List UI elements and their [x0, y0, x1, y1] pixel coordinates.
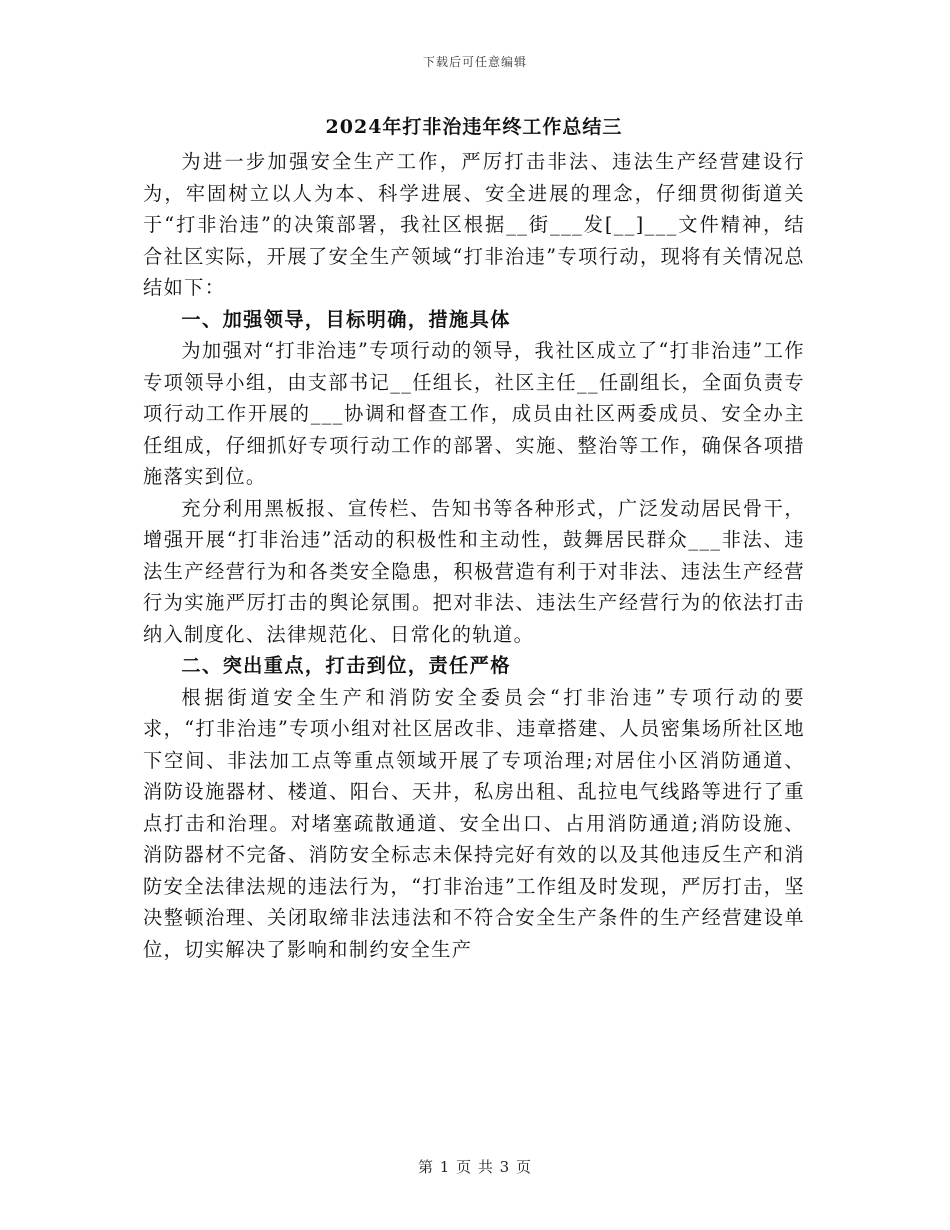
section-heading-1: 一、加强领导，目标明确，措施具体 — [181, 307, 511, 331]
page-header: 下载后可任意编辑 — [422, 55, 527, 69]
document-title: 2024年打非治违年终工作总结三 — [325, 116, 623, 138]
paragraph-enforcement: 根据街道安全生产和消防安全委员会“打非治违”专项行动的要求，“打非治违”专项小组对社区居改非、违章搭建、人员密集场所社区地下空间、非法加工点等重点领域开展了专项治理;对居住小区消防通道、消防设施器材、楼道、阳台、天井，私房出租、乱拉电气线路等进行了重点打击和治理。对堵塞疏散通道、安全出口、占用消防通道;消防设施、消防器材不完备、消防安全标志未保持完好有效的以及其他违反生产和消防安全法律法规的违法行为，“打非治违”工作组及时发现，严厉打击，坚决整顿治理、关闭取缔非法违法和不符合安全生产条件的生产经营建设单位，切实解决了影响和制约安全生产 — [143, 685, 805, 961]
paragraph-intro: 为进一步加强安全生产工作，严厉打击非法、违法生产经营建设行为，牢固树立以人为本、科学进展、安全进展的理念，仔细贯彻街道关于“打非治违”的决策部署，我社区根据__街___发[__]___文件精神，结合社区实际，开展了安全生产领域“打非治违”专项行动，现将有关情况总结如下： — [143, 150, 805, 299]
paragraph-publicity: 充分利用黑板报、宣传栏、告知书等各种形式，广泛发动居民骨干，增强开展“打非治违”活动的积极性和主动性，鼓舞居民群众___非法、违法生产经营行为和各类安全隐患，积极营造有利于对非法、违法生产经营行为实施严厉打击的舆论氛围。把对非法、违法生产经营行为的依法打击纳入制度化、法律规范化、日常化的轨道。 — [143, 496, 805, 646]
paragraph-leadership: 为加强对“打非治违”专项行动的领导，我社区成立了“打非治违”工作专项领导小组，由支部书记__任组长，社区主任__任副组长，全面负责专项行动工作开展的___协调和督查工作，成员由社区两委成员、安全办主任组成，仔细抓好专项行动工作的部署、实施、整治等工作，确保各项措施落实到位。 — [143, 339, 805, 488]
document-body — [143, 112, 805, 965]
page-number: 第 1 页 共 3 页 — [418, 1158, 532, 1176]
section-heading-2: 二、突出重点，打击到位，责任严格 — [181, 654, 511, 677]
